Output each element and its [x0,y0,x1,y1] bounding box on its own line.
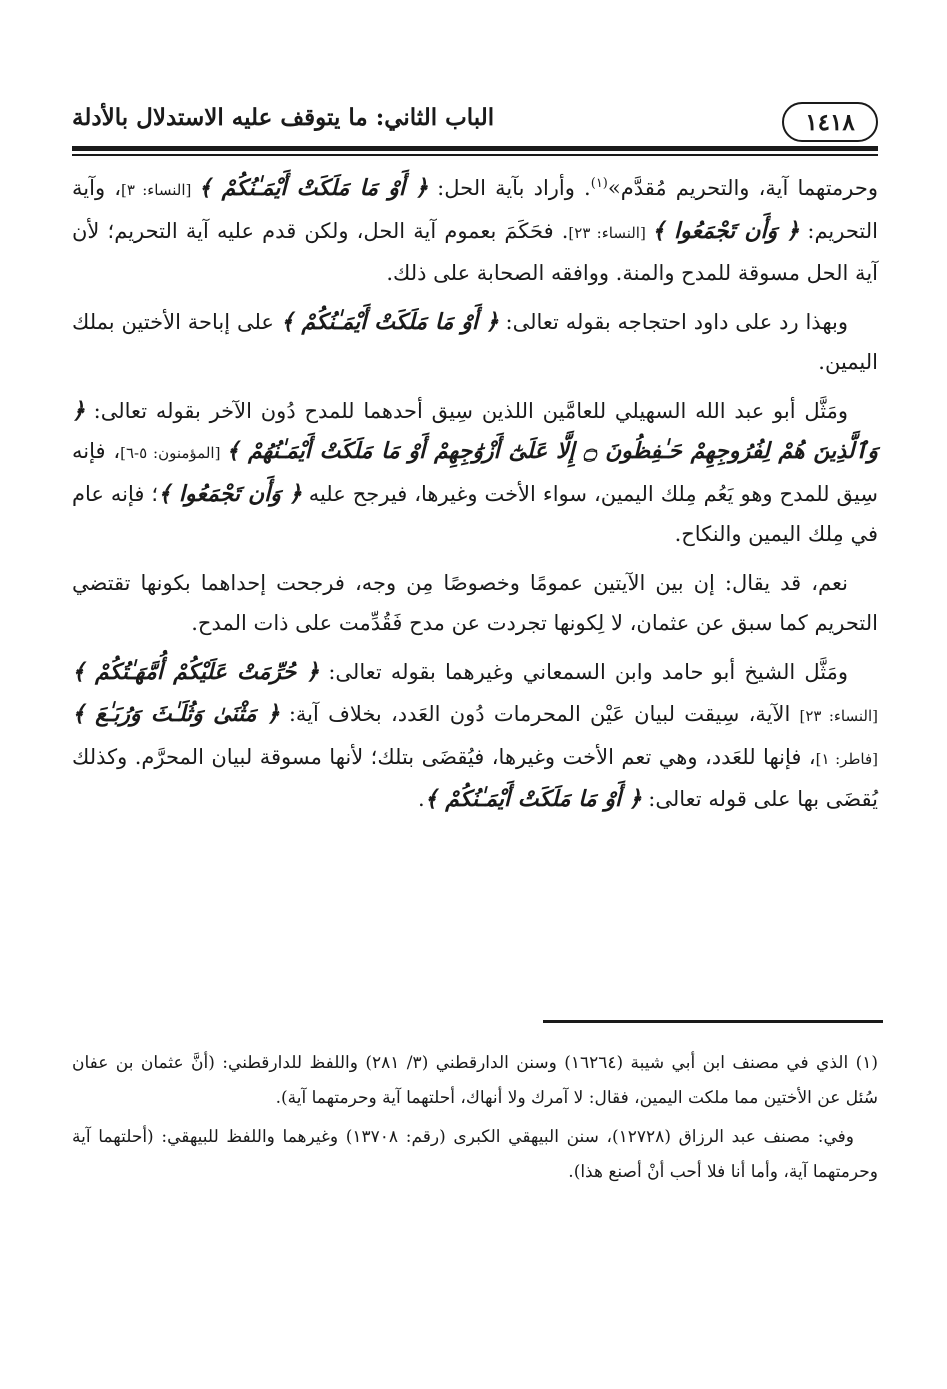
verse-reference: [النساء: ٢٣] [799,707,878,725]
text-run: وحرمتهما آية، والتحريم مُقدَّم» [607,176,878,200]
text-run: وبهذا رد على داود احتجاجه بقوله تعالى: [498,309,848,334]
text-run: ، وآية التحريم: [72,176,878,243]
quran-quote: ﴿ حُرِّمَتْ عَلَيْكُمْ أُمَّهَـٰتُكُمْ ﴾ [72,658,320,685]
quran-quote: ﴿ وَٱلَّذِينَ هُمْ لِفُرُوجِهِمْ حَـٰفِظُونَ ۝ إِلَّا عَلَىٰٓ أَزْوَٰجِهِمْ أَوْ مَا مَلَكَتْ أَيْمَـٰنُهُمْ ﴾ [72,397,878,464]
quran-quote: ﴿ وَأَن تَجْمَعُوا ﴾ [652,217,800,244]
text-run: . [417,787,425,811]
text-run: ، فإنه سِيق للمدح وهو يَعُم مِلك اليمين، سواء الأخت وغيرها، فيرجح عليه [72,439,878,506]
footnote-separator [543,1020,883,1023]
verse-reference: [النساء: ٢٣] [568,223,653,242]
verse-reference: [النساء: ٣] [121,181,199,199]
paragraph-2 [72,302,878,383]
paragraph-1 [72,168,878,294]
text-run: نعم، قد يقال: إن بين الآيتين عمومًا وخصوصًا مِن وجه، فرجحت إحداهما بكونها تقتضي التحريم كما سبق عن عثمان، لا لِكونها تجردت عن مدح فَقُدِّمت على ذات المدح. [72,570,878,635]
quran-quote: ﴿ وَأَن تَجْمَعُوا ﴾ [158,480,302,507]
running-header [72,96,878,146]
quran-quote: ﴿ مَثْنَىٰ وَثُلَـٰثَ وَرُبَـٰعَ ﴾ [72,701,280,727]
text-run: ومَثَّل الشيخ أبو حامد وابن السمعاني وغيرهما بقوله تعالى: [319,659,848,684]
footnote-1-continued: وفي: مصنف عبد الرزاق (١٢٧٢٨)، سنن البيهقي الكبرى (رقم: ١٣٧٠٨) وغيرهما واللفظ للبيهقي: (أحلتهما آية وحرمتهما آية، وأما أنا فلا أحب أنْ أصنع هذا). [72,1127,878,1182]
text-run: على إباحة الأختين بملك اليمين. [72,309,878,374]
page-number-badge [782,102,878,142]
verse-reference: [فاطر: ١] [815,749,878,768]
text-run: . فحَكَمَ بعموم آية الحل، ولكن قدم عليه آية التحريم؛ لأن آية الحل مسوقة للمدح والمنة. ووافقه الصحابة على ذلك. [72,218,878,285]
text-run: الآية، سِيقت لبيان عَيْن المحرمات دُون العَدد، بخلاف آية: [279,702,800,726]
text-run: ومَثَّل أبو عبد الله السهيلي للعامَّين اللذين سِيق أحدهما للمدح دُون الآخر بقوله تعالى: [84,398,848,423]
header-rule-thick [72,146,878,151]
quran-quote: ﴿ أَوْ مَا مَلَكَتْ أَيْمَـٰنُكُمْ ﴾ [198,175,428,201]
footnote-1: (١) الذي في مصنف ابن أبي شيبة (١٦٢٦٤) وسنن الدارقطني (٣/ ٢٨١) واللفظ للدارقطني: (أنَّ عثمان بن عفان سُئل عن الأختين مما ملكت اليمين، فقال: لا آمرك ولا أنهاك، أحلتهما آية وحرمتهما آية). [72,1053,879,1108]
footnote-marker[interactable]: (١) [590,176,608,191]
paragraph-3 [72,391,878,555]
text-run: ، فإنها للعَدد، وهي تعم الأخت وغيرها، فيُقضَى بتلك؛ لأنها مسوقة لبيان المحرَّم. وكذلك يُقضَى بها على قوله تعالى: [72,744,878,811]
page-number: ١٤١٨ [805,108,855,136]
paragraph-5 [72,652,878,820]
chapter-title: الباب الثاني: ما يتوقف عليه الاستدلال بالأدلة [72,104,495,131]
footnotes [72,1046,878,1194]
verse-reference: [المؤمنون: ٥-٦] [120,444,227,462]
paragraph-4 [72,563,878,644]
quran-quote: ﴿ أَوْ مَا مَلَكَتْ أَيْمَـٰنُكُمْ ﴾ [280,308,499,335]
main-text [72,168,878,828]
text-run: ؛ فإنه عام في مِلك اليمين والنكاح. [72,481,878,546]
header-rule-thin [72,154,878,156]
text-run: . وأراد بآية الحل: [428,176,591,200]
quran-quote: ﴿ أَوْ مَا مَلَكَتْ أَيْمَـٰنُكُمْ ﴾ [424,786,642,812]
